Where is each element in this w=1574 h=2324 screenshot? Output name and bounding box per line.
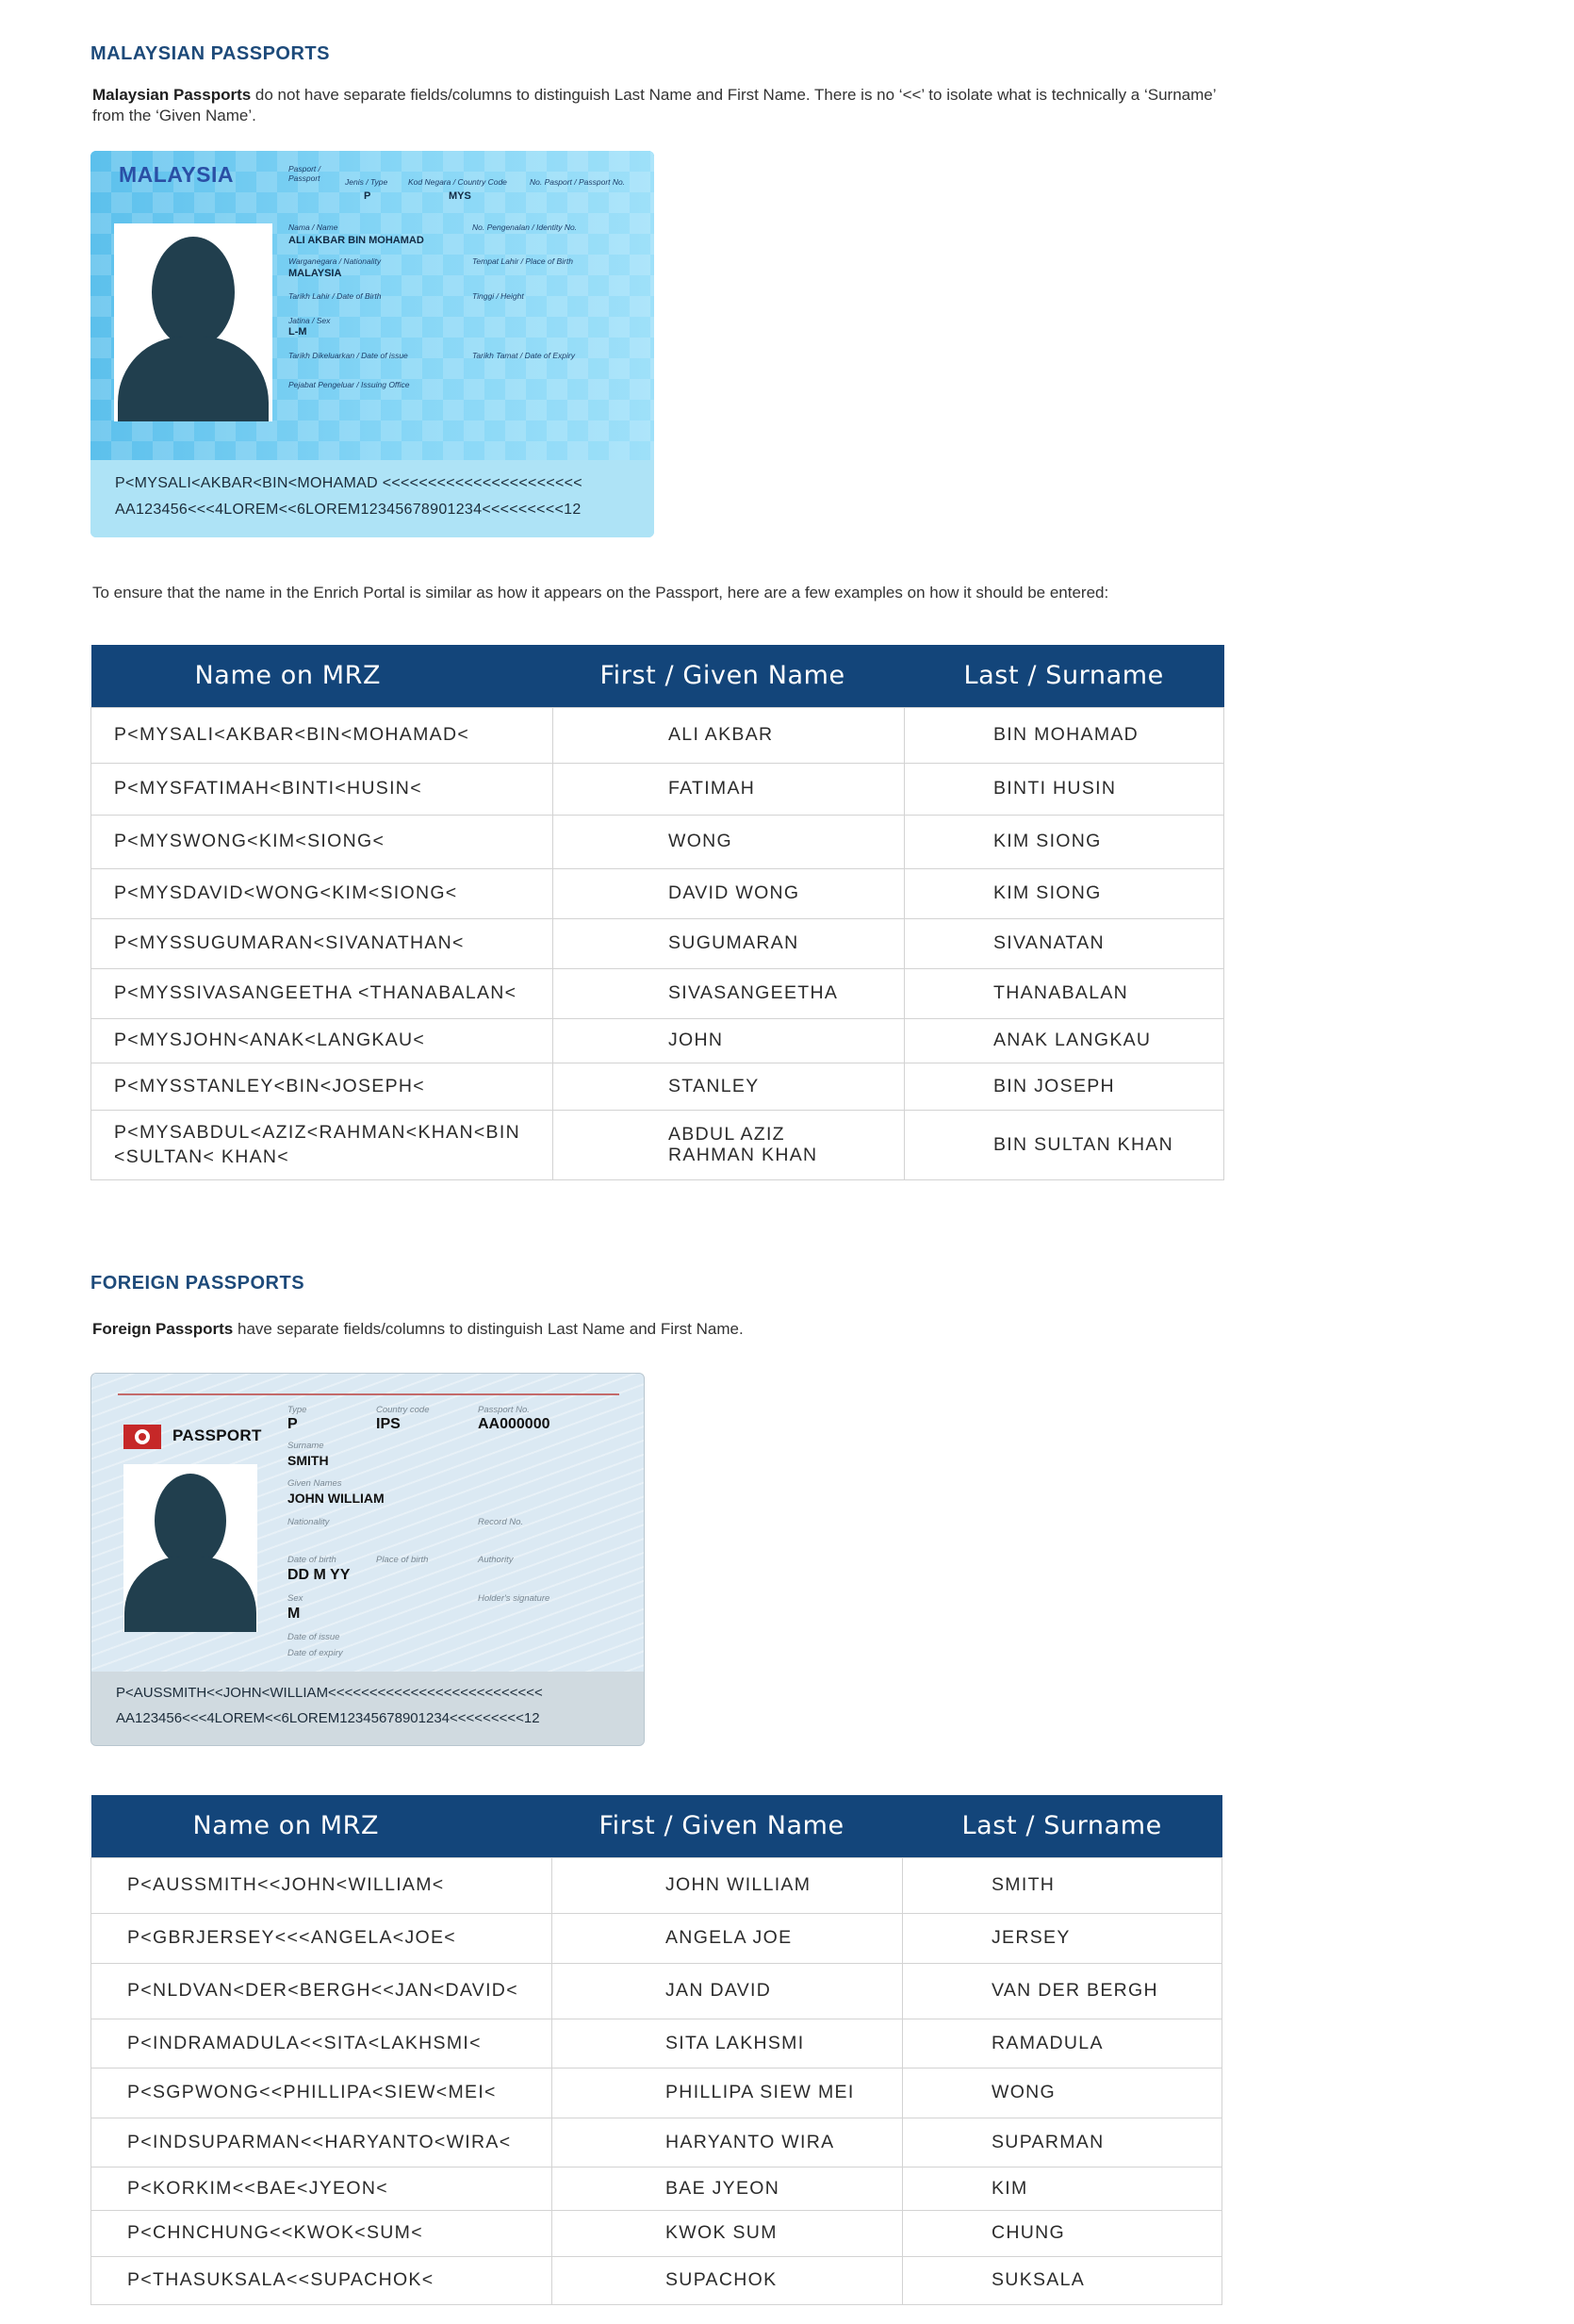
sex-label: Sex bbox=[287, 1593, 303, 1604]
table-row bbox=[91, 2019, 1222, 2068]
given-names-value: JOHN WILLIAM bbox=[287, 1491, 385, 1506]
table-row bbox=[91, 707, 1224, 763]
table-header-row bbox=[91, 645, 1224, 707]
nationality-label: Warganegara / Nationality bbox=[288, 256, 382, 266]
silhouette-head bbox=[155, 1474, 226, 1568]
place-of-birth-label: Tempat Lahir / Place of Birth bbox=[472, 256, 573, 266]
mrz-cell: P<MYSSUGUMARAN<SIVANATHAN< bbox=[91, 918, 553, 968]
silhouette-body bbox=[124, 1557, 256, 1632]
foreign-intro-bold: Foreign Passports bbox=[92, 1320, 234, 1338]
passport-word: PASSPORT bbox=[172, 1426, 262, 1444]
foreign-intro bbox=[92, 1319, 1223, 1340]
silhouette-head bbox=[152, 237, 235, 348]
table-row bbox=[91, 918, 1224, 968]
mrz-cell: P<MYSSIVASANGEETHA <THANABALAN< bbox=[91, 968, 553, 1018]
table-row bbox=[91, 1857, 1222, 1913]
mrz-cell: P<MYSWONG<KIM<SIONG< bbox=[91, 815, 553, 868]
surname-value: SMITH bbox=[287, 1453, 329, 1468]
last-name-cell: SMITH bbox=[903, 1857, 1222, 1913]
table-row bbox=[91, 2167, 1222, 2210]
date-of-expiry-label: Date of expiry bbox=[287, 1648, 343, 1658]
table-row bbox=[91, 1018, 1224, 1063]
malaysian-passport-data-page bbox=[90, 151, 654, 460]
foreign-names-table bbox=[90, 1795, 1222, 2305]
mrz-cell: P<MYSFATIMAH<BINTI<HUSIN< bbox=[91, 763, 553, 815]
first-name-cell: KWOK SUM bbox=[552, 2210, 903, 2256]
last-name-cell: JERSEY bbox=[903, 1913, 1222, 1963]
mrz-line-1: P<MYSALI<AKBAR<BIN<MOHAMAD <<<<<<<<<<<<<<<<<<<<<< bbox=[115, 475, 582, 491]
date-of-issue-label: Date of issue bbox=[287, 1632, 340, 1642]
first-name-cell: PHILLIPA SIEW MEI bbox=[552, 2068, 903, 2118]
table-row bbox=[91, 1063, 1224, 1110]
mrz-cell: P<MYSDAVID<WONG<KIM<SIONG< bbox=[91, 868, 553, 918]
type-label: Type bbox=[287, 1405, 307, 1415]
first-name-cell: JAN DAVID bbox=[552, 1963, 903, 2019]
mrz-cell: P<NLDVAN<DER<BERGH<<JAN<DAVID< bbox=[91, 1963, 552, 2019]
last-name-cell: CHUNG bbox=[903, 2210, 1222, 2256]
first-name-cell: WONG bbox=[553, 815, 905, 868]
foreign-passport-data-page bbox=[91, 1374, 645, 1672]
malaysian-names-table bbox=[90, 645, 1224, 1180]
first-name-cell: SIVASANGEETHA bbox=[553, 968, 905, 1018]
authority-label: Authority bbox=[478, 1555, 514, 1565]
header-first-name: First / Given Name bbox=[553, 645, 905, 707]
passport-no-label: Passport No. bbox=[478, 1405, 530, 1415]
first-name-cell: DAVID WONG bbox=[553, 868, 905, 918]
first-name-cell: HARYANTO WIRA bbox=[552, 2118, 903, 2167]
type-value: P bbox=[287, 1416, 298, 1432]
passport-country: MALAYSIA bbox=[119, 162, 234, 187]
record-no-label: Record No. bbox=[478, 1517, 524, 1527]
table-row bbox=[91, 868, 1224, 918]
name-label: Nama / Name bbox=[288, 223, 338, 232]
first-name-cell: ANGELA JOE bbox=[552, 1913, 903, 1963]
last-name-cell: BIN MOHAMAD bbox=[905, 707, 1224, 763]
first-name-cell: SUGUMARAN bbox=[553, 918, 905, 968]
surname-label: Surname bbox=[287, 1441, 324, 1451]
passport-top-rule bbox=[118, 1393, 619, 1395]
mrz-cell: P<MYSSTANLEY<BIN<JOSEPH< bbox=[91, 1063, 553, 1110]
sex-label: Jatina / Sex bbox=[288, 316, 331, 325]
foreign-intro-text: have separate fields/columns to distinguish Last Name and First Name. bbox=[233, 1320, 744, 1338]
malaysian-passport-card bbox=[90, 151, 654, 537]
first-name-cell: BAE JYEON bbox=[552, 2167, 903, 2210]
first-name-cell: STANLEY bbox=[553, 1063, 905, 1110]
type-value: P bbox=[364, 190, 371, 202]
first-name-cell: ALI AKBAR bbox=[553, 707, 905, 763]
mrz-line-2: AA123456<<<4LOREM<<6LOREM12345678901234<<<<<<<<<12 bbox=[115, 502, 582, 518]
nationality-value: MALAYSIA bbox=[288, 268, 342, 279]
height-label: Tinggi / Height bbox=[472, 291, 524, 301]
passport-label: Pasport / Passport bbox=[288, 164, 321, 183]
identity-label: No. Pengenalan / Identity No. bbox=[472, 223, 578, 232]
last-name-cell: KIM bbox=[903, 2167, 1222, 2210]
sex-value: L-M bbox=[288, 326, 307, 338]
header-name-on-mrz: Name on MRZ bbox=[91, 1795, 552, 1857]
mrz-cell: P<THASUKSALA<<SUPACHOK< bbox=[91, 2256, 552, 2304]
header-last-name: Last / Surname bbox=[905, 645, 1224, 707]
mrz-line-1: P<AUSSMITH<<JOHN<WILLIAM<<<<<<<<<<<<<<<<<<<<<<<<<< bbox=[116, 1685, 543, 1701]
foreign-mrz-zone bbox=[91, 1672, 645, 1746]
first-name-cell: JOHN bbox=[553, 1018, 905, 1063]
sex-value: M bbox=[287, 1606, 301, 1622]
table-row bbox=[91, 2210, 1222, 2256]
last-name-cell: ANAK LANGKAU bbox=[905, 1018, 1224, 1063]
malaysian-heading: MALAYSIAN PASSPORTS bbox=[90, 43, 330, 64]
holder-photo bbox=[123, 1464, 257, 1632]
last-name-cell: RAMADULA bbox=[903, 2019, 1222, 2068]
holder-signature-label: Holder's signature bbox=[478, 1593, 550, 1604]
last-name-cell: BIN SULTAN KHAN bbox=[905, 1110, 1224, 1179]
first-name-cell: SITA LAKHSMI bbox=[552, 2019, 903, 2068]
mrz-cell: P<MYSABDUL<AZIZ<RAHMAN<KHAN<BIN <SULTAN< KHAN< bbox=[91, 1110, 553, 1179]
table-row bbox=[91, 1963, 1222, 2019]
last-name-cell: BINTI HUSIN bbox=[905, 763, 1224, 815]
first-name-cell: SUPACHOK bbox=[552, 2256, 903, 2304]
country-code-value: IPS bbox=[376, 1416, 401, 1432]
malaysian-intro-bold: Malaysian Passports bbox=[92, 86, 252, 104]
last-name-cell: THANABALAN bbox=[905, 968, 1224, 1018]
examples-intro: To ensure that the name in the Enrich Portal is similar as how it appears on the Passport, here are a few examples on how it should be entered: bbox=[92, 584, 1109, 602]
type-label: Jenis / Type bbox=[345, 177, 388, 187]
first-name-cell: FATIMAH bbox=[553, 763, 905, 815]
place-of-birth-label: Place of birth bbox=[376, 1555, 429, 1565]
last-name-cell: VAN DER BERGH bbox=[903, 1963, 1222, 2019]
country-code-value: MYS bbox=[449, 190, 471, 202]
given-names-label: Given Names bbox=[287, 1478, 342, 1489]
last-name-cell: SUKSALA bbox=[903, 2256, 1222, 2304]
silhouette-body bbox=[118, 337, 269, 421]
header-name-on-mrz: Name on MRZ bbox=[91, 645, 553, 707]
issuing-office-label: Pejabat Pengeluar / Issuing Office bbox=[288, 380, 410, 389]
malaysian-intro bbox=[92, 85, 1223, 126]
last-name-cell: KIM SIONG bbox=[905, 815, 1224, 868]
table-row bbox=[91, 815, 1224, 868]
header-last-name: Last / Surname bbox=[903, 1795, 1222, 1857]
malaysian-mrz-zone bbox=[90, 460, 654, 537]
malaysian-intro-text: do not have separate fields/columns to distinguish Last Name and First Name. There is no ‘<<’ to isolate what is technically a ‘Surname’ from the ‘Given Name’. bbox=[92, 86, 1216, 124]
table-row bbox=[91, 2118, 1222, 2167]
country-code-label: Kod Negara / Country Code bbox=[408, 177, 507, 187]
nationality-label: Nationality bbox=[287, 1517, 330, 1527]
table-row bbox=[91, 2068, 1222, 2118]
mrz-cell: P<KORKIM<<BAE<JYEON< bbox=[91, 2167, 552, 2210]
mrz-cell: P<SGPWONG<<PHILLIPA<SIEW<MEI< bbox=[91, 2068, 552, 2118]
mrz-cell: P<AUSSMITH<<JOHN<WILLIAM< bbox=[91, 1857, 552, 1913]
last-name-cell: KIM SIONG bbox=[905, 868, 1224, 918]
mrz-cell: P<INDRAMADULA<<SITA<LAKHSMI< bbox=[91, 2019, 552, 2068]
last-name-cell: SIVANATAN bbox=[905, 918, 1224, 968]
first-name-cell: JOHN WILLIAM bbox=[552, 1857, 903, 1913]
date-of-birth-value: DD M YY bbox=[287, 1567, 351, 1583]
date-of-expiry-label: Tarikh Tamat / Date of Expiry bbox=[472, 351, 575, 360]
last-name-cell: BIN JOSEPH bbox=[905, 1063, 1224, 1110]
mrz-line-2: AA123456<<<4LOREM<<6LOREM12345678901234<<<<<<<<<12 bbox=[116, 1710, 540, 1726]
country-code-label: Country code bbox=[376, 1405, 430, 1415]
table-row bbox=[91, 968, 1224, 1018]
date-of-birth-label: Date of birth bbox=[287, 1555, 336, 1565]
name-value: ALI AKBAR BIN MOHAMAD bbox=[288, 235, 424, 246]
table-header-row bbox=[91, 1795, 1222, 1857]
table-row bbox=[91, 2256, 1222, 2304]
foreign-passport-card bbox=[90, 1373, 645, 1746]
date-of-birth-label: Tarikh Lahir / Date of Birth bbox=[288, 291, 382, 301]
foreign-heading: FOREIGN PASSPORTS bbox=[90, 1273, 305, 1294]
date-of-issue-label: Tarikh Dikeluarkan / Date of issue bbox=[288, 351, 408, 360]
last-name-cell: SUPARMAN bbox=[903, 2118, 1222, 2167]
mrz-cell: P<CHNCHUNG<<KWOK<SUM< bbox=[91, 2210, 552, 2256]
holder-photo bbox=[114, 223, 272, 421]
mrz-cell: P<INDSUPARMAN<<HARYANTO<WIRA< bbox=[91, 2118, 552, 2167]
first-name-cell: ABDUL AZIZ RAHMAN KHAN bbox=[553, 1110, 905, 1179]
header-first-name: First / Given Name bbox=[552, 1795, 903, 1857]
mrz-cell: P<GBRJERSEY<<<ANGELA<JOE< bbox=[91, 1913, 552, 1963]
table-row bbox=[91, 1110, 1224, 1179]
table-row bbox=[91, 763, 1224, 815]
passport-no-value: AA000000 bbox=[478, 1416, 550, 1432]
mrz-cell: P<MYSJOHN<ANAK<LANGKAU< bbox=[91, 1018, 553, 1063]
last-name-cell: WONG bbox=[903, 2068, 1222, 2118]
passport-no-label: No. Pasport / Passport No. bbox=[530, 177, 626, 187]
flag-icon bbox=[123, 1425, 161, 1449]
mrz-cell: P<MYSALI<AKBAR<BIN<MOHAMAD< bbox=[91, 707, 553, 763]
table-row bbox=[91, 1913, 1222, 1963]
